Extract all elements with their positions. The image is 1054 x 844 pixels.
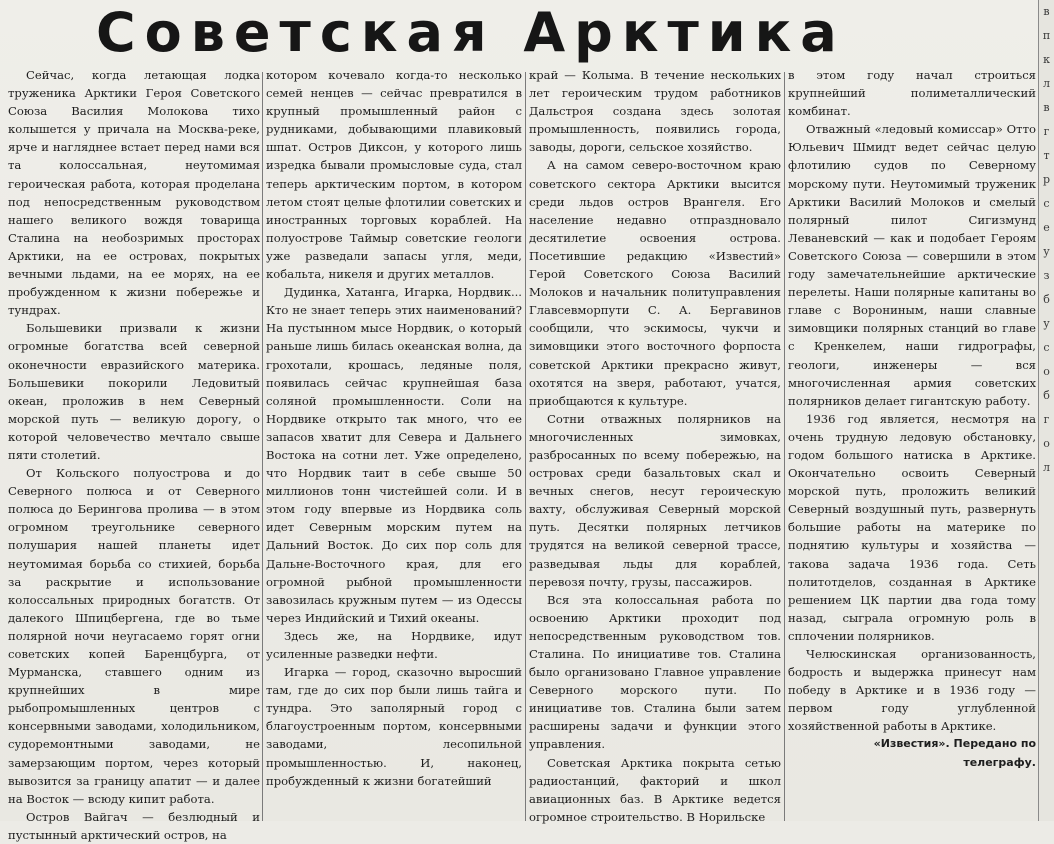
article-paragraph: Большевики призвали к жизни огромные богатства всей северной оконечности евразийского материка. Большевики покорили Ледовитый океан, проложив в нем Северный морской путь — великую дорогу, о которой человечество мечтало свыше пяти столетий. <box>8 321 260 462</box>
article-signature: «Известия». Передано по телеграфу. <box>873 737 1036 769</box>
article-paragraph: Советская Арктика покрыта сетью радиостанций, факторий и школ авиационных баз. В Арктике ведется огромное строительство. В Норильске <box>529 755 781 824</box>
edge-letter: г <box>1043 413 1050 426</box>
article-body <box>0 66 1036 842</box>
edge-letter: о <box>1043 365 1050 378</box>
edge-letter: в <box>1043 5 1050 18</box>
edge-letter: р <box>1042 173 1051 186</box>
edge-letter: о <box>1043 437 1050 450</box>
edge-letter: в <box>1043 101 1050 114</box>
adjacent-page-edge <box>1038 0 1054 821</box>
article-paragraph: Остров Вайгач — безлюдный и пустынный арктический остров, на <box>8 809 260 842</box>
article-paragraph: Челюскинская организованность, бодрость и выдержка принесут нам победу в Арктике и в 1936 году — первом году углубленной хозяйственной работы в Арктике. <box>788 647 1036 734</box>
article-paragraph: Сотни отважных полярников на многочисленных зимовках, разбросанных по всему побережью, на островах среди базальтовых скал и вечных снегов, несут героическую вахту, обслуживая Северный морской путь. Десятки полярных летчиков трудятся на великой северной трассе, разведывая льды для кораблей, перевозя почту, грузы, пассажиров. <box>529 411 781 589</box>
article-paragraph: Здесь же, на Нордвике, идут усиленные разведки нефти. <box>266 628 522 661</box>
article-paragraph: От Кольского полуострова и до Северного полюса и от Северного полюса до Берингова пролива — в этом огромном треугольнике северного полушария нашей планеты идет неутомимая борьба со стихией, борьба за раскрытие и использование колоссальных природных богатств. От далекого Шпицбергена, где во тьме полярной ночи неугасаемо горят огни советских копей Баренцбурга, от Мурманска, ставшего одним из крупнейших в мире рыбопромышленных центров с консервными заводами, холодильником, судоремонтными заводами, не замерзающим портом, через который вывозится за границу апатит — и далее на Восток — всюду кипит работа. <box>8 466 260 806</box>
article-paragraph: край — Колыма. В течение нескольких лет героическим трудом работников Дальстроя создана здесь золотая промышленность, появились города, заводы, дороги, сельское хозяйство. <box>529 68 781 155</box>
edge-letter: с <box>1043 197 1050 210</box>
headline: Советская Арктика <box>96 1 846 64</box>
edge-letter: з <box>1043 269 1050 282</box>
edge-letter: б <box>1043 293 1050 306</box>
article-paragraph: Сейчас, когда летающая лодка труженика Арктики Героя Советского Союза Василия Молокова тихо колышется у причала на Москва-реке, ярче и нагляднее встает перед нами вся та колоссальная, неутомимая героическая работа, которая проделана под непосредственным руководством нашего великого вождя товарища Сталина на необозримых просторах Арктики, на ее островах, покрытых вечными льдами, на ее морях, на ее пробужденном к жизни побережье и тундрах. <box>8 68 260 318</box>
edge-letter: г <box>1043 125 1050 138</box>
edge-letter: к <box>1043 53 1050 66</box>
edge-letter: т <box>1043 149 1050 162</box>
edge-letter: е <box>1043 221 1050 234</box>
edge-letter: б <box>1043 389 1050 402</box>
article-paragraph: Игарка — город, сказочно выросший там, где до сих пор были лишь тайга и тундра. Это заполярный город с благоустроенным портом, консервными заводами, лесопильной промышленностью. И, наконец, пробужденный к жизни богатейший <box>266 665 522 788</box>
article-paragraph: 1936 год является, несмотря на очень трудную ледовую обстановку, годом большого натиска в Арктике. Окончательно освоить Северный морской путь, проложить великий Северный воздушный путь, развернуть большие работы на материке по поднятию культуры и хозяйства — такова задача 1936 года. Сеть политотделов, созданная в Арктике решением ЦК партии два года тому назад, сыграла огромную роль в сплочении полярников. <box>788 411 1036 643</box>
article-column-2 <box>266 66 522 821</box>
article-column-1 <box>8 66 260 842</box>
article-paragraph: котором кочевало когда-то несколько семей ненцев — сейчас превратился в крупный промышленный район с рудниками, добывающими плавиковый шпат. Остров Диксон, у которого лишь изредка бывали промысловые суда, стал теперь арктическим портом, в котором летом стоят целые флотилии советских и иностранных торговых кораблей. На полуострове Таймыр советские геологи уже разведали запасы угля, меди, кобальта, никеля и других металлов. <box>266 68 522 282</box>
article-column-4 <box>788 66 1036 821</box>
article-paragraph: А на самом северо-восточном краю советского сектора Арктики высится среди льдов остров Врангеля. Его население недавно отпраздновало десятилетие освоения острова. Посетившие редакцию «Известий» Герой Советского Союза Василий Молоков и начальник политуправления Главсевморпути С. А. Бергавинов сообщили, что эскимосы, чукчи и зимовщики этого восточного форпоста советской Арктики прекрасно живут, охотятся на зверя, работают, учатся, приобщаются к культуре. <box>529 158 781 408</box>
edge-letter: с <box>1043 341 1050 354</box>
edge-letter: п <box>1042 29 1051 42</box>
edge-letter: л <box>1043 461 1050 474</box>
article-paragraph: в этом году начал строиться крупнейший полиметаллический комбинат. <box>788 68 1036 119</box>
article-paragraph: Вся эта колоссальная работа по освоению Арктики проходит под непосредственным руководством тов. Сталина. По инициативе тов. Сталина было организовано Главное управление Северного морского пути. По инициативе тов. Сталина были затем расширены задачи и функции этого управления. <box>529 592 781 752</box>
article-column-3 <box>529 66 781 824</box>
article-paragraph: Дудинка, Хатанга, Игарка, Нордвик... Кто не знает теперь этих наименований? На пустынном мысе Нордвик, о который раньше лишь билась океанская волна, да грохотали, крошась, ледяные поля, появилась сейчас крупнейшая база соляной промышленности. Соли на Нордвике открыто так много, что ее запасов хватит для Севера и Дальнего Востока на сотни лет. Уже определено, что Нордвик таит в себе свыше 50 миллионов тонн чистейшей соли. И в этом году впервые из Нордвика соль идет Северным морским путем на Дальний Восток. До сих пор соль для Дальне-Восточного края, для его огромной рыбной промышленности завозилась кружным путем — из Одессы через Индийский и Тихий океаны. <box>266 285 522 625</box>
edge-letter: у <box>1043 245 1050 258</box>
edge-letter: л <box>1043 77 1050 90</box>
edge-letter: у <box>1043 317 1050 330</box>
article-paragraph: Отважный «ледовый комиссар» Отто Юльевич Шмидт ведет сейчас целую флотилию судов по Северному морскому пути. Неутомимый труженик Арктики Василий Молоков и смелый полярный пилот Сигизмунд Леваневский — как и подобает Героям Советского Союза — совершили в этом году замечательнейшие арктические перелеты. Наши полярные капитаны во главе с Ворониным, наши славные зимовщики полярных станций во главе с Кренкелем, наши гидрографы, геологи, инженеры — вся многочисленная армия советских полярников делает гигантскую работу. <box>788 122 1036 408</box>
